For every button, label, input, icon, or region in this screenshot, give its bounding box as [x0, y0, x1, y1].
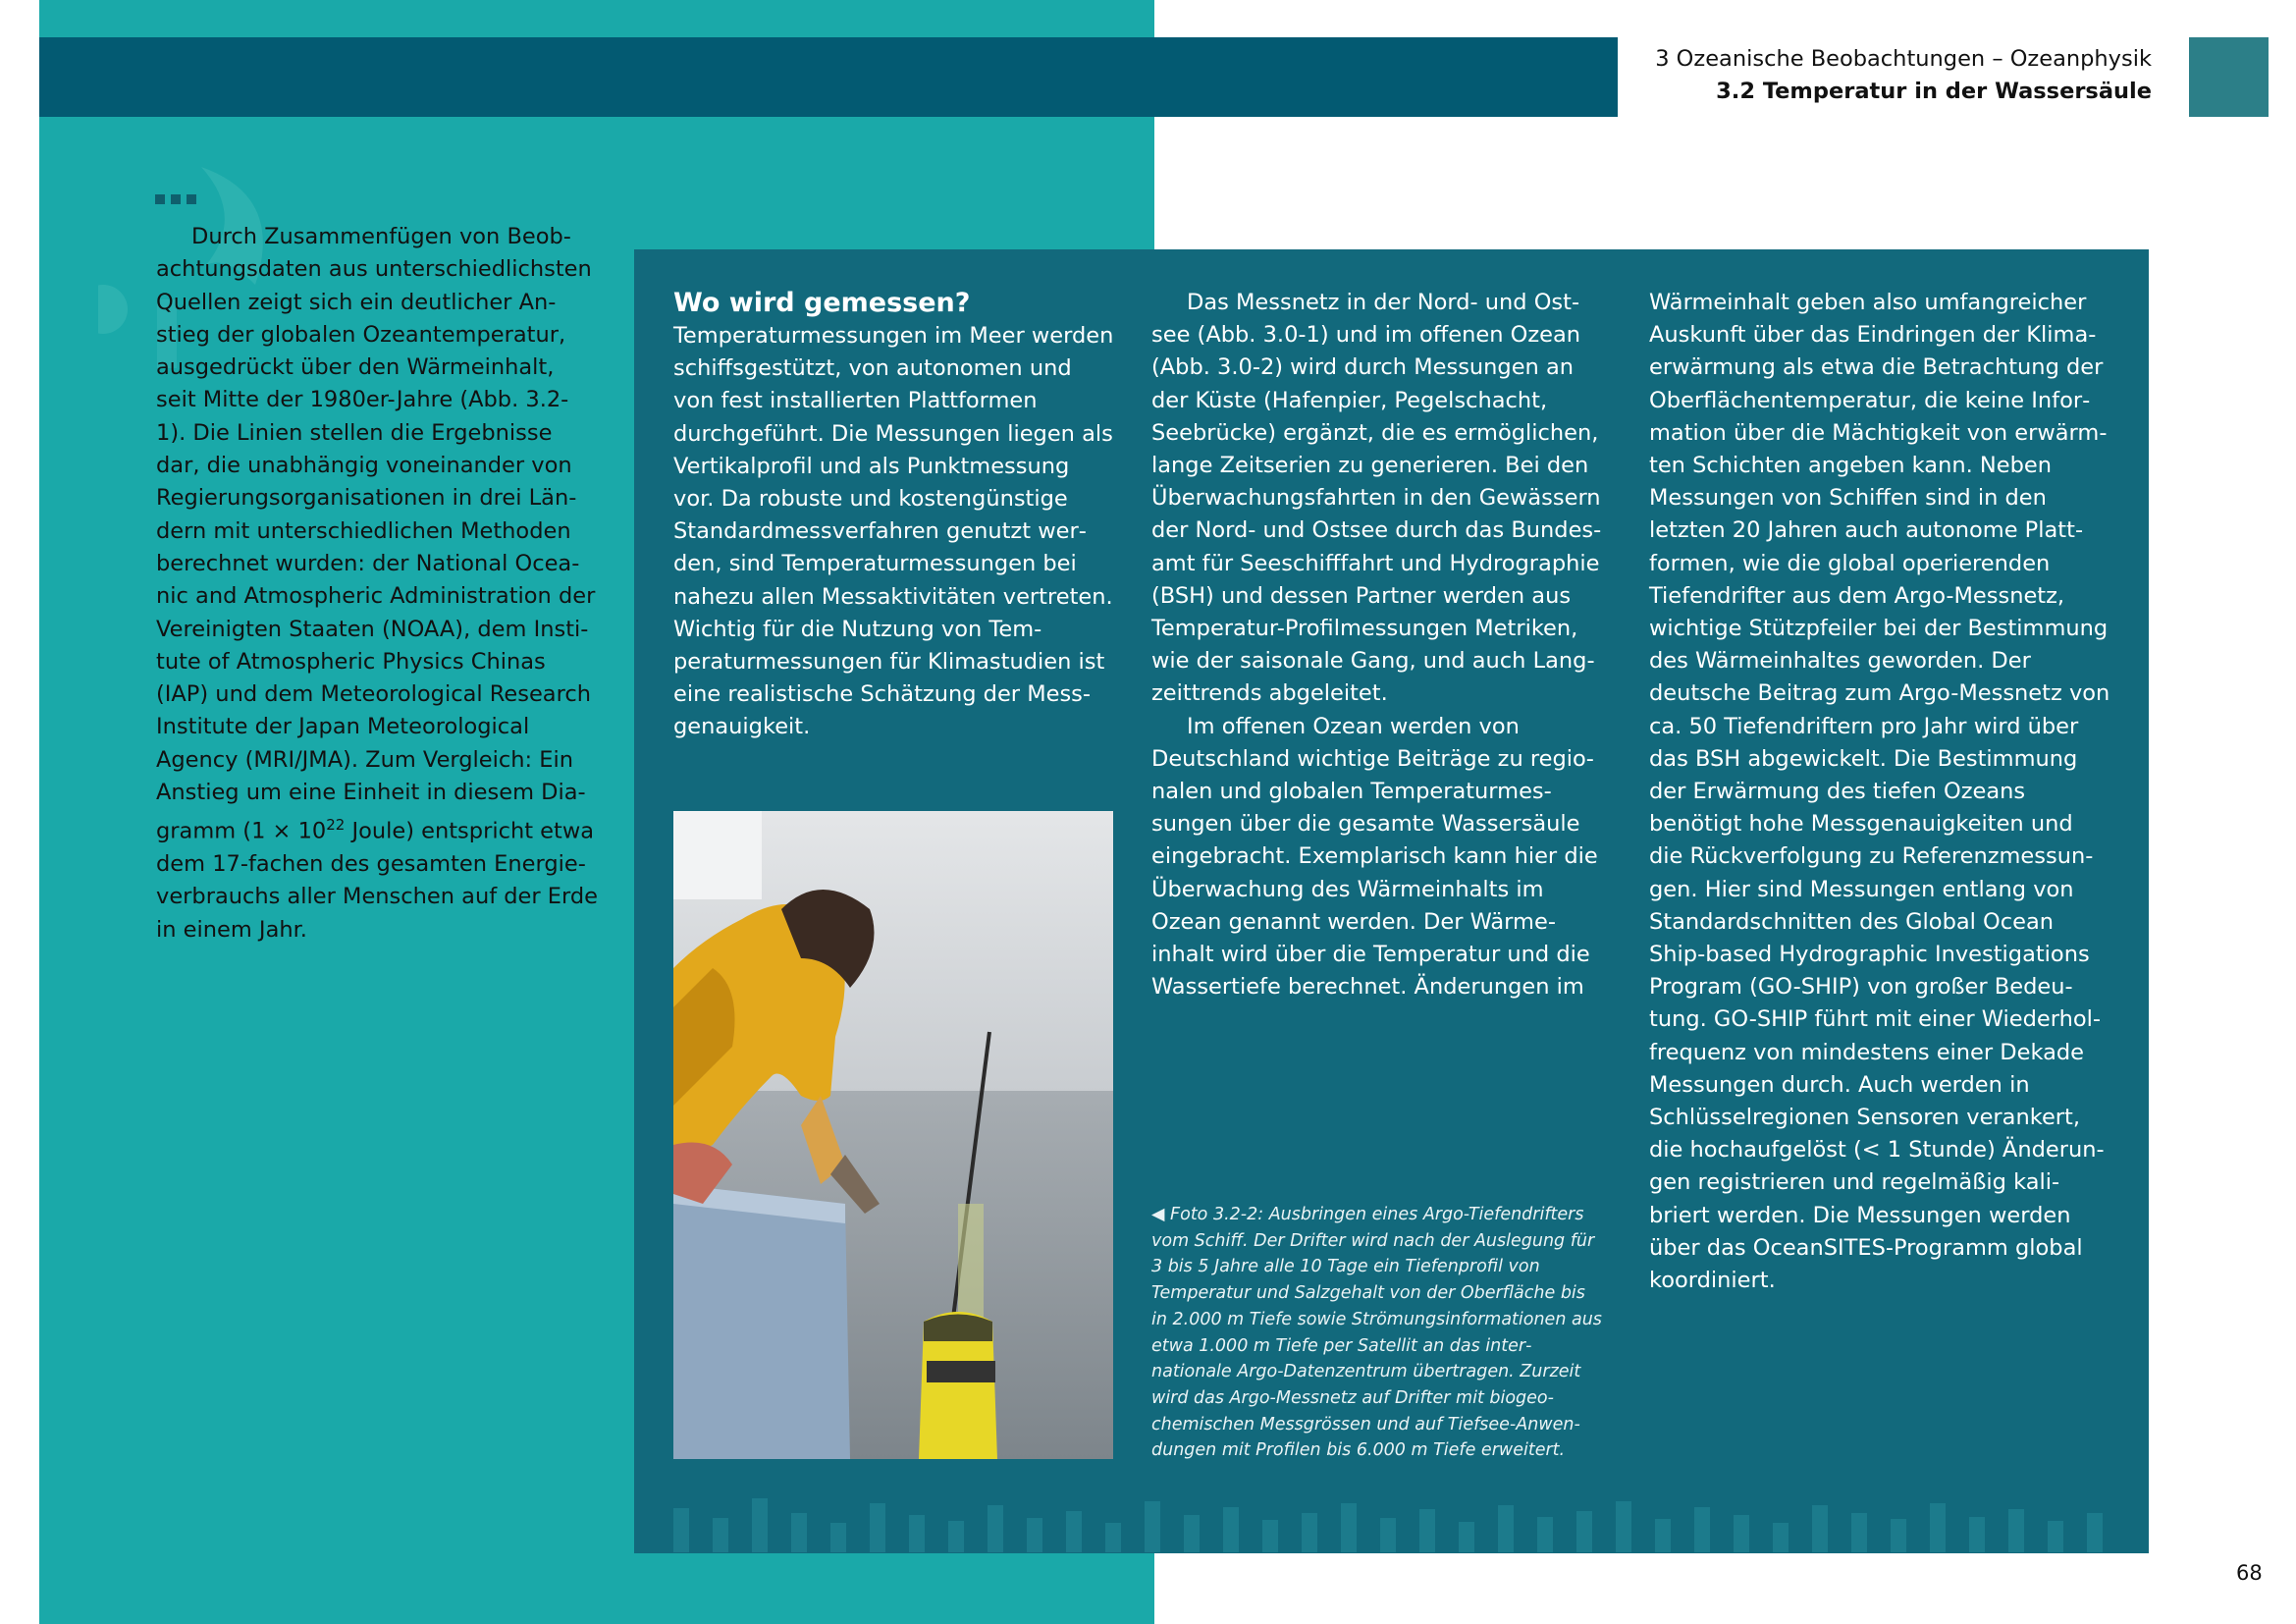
formula-unit: Joule) [345, 818, 414, 844]
intro-paragraph-end: entspricht etwa dem 17-fachen des gesamten Energieverbrauchs aller Menschen auf der Erde in einem Jahr. [156, 818, 598, 943]
info-panel [634, 249, 2149, 1553]
panel-col2-paragraph-1: Das Messnetz in der Nord- und Ostsee (Abb. 3.0-1) und im offenen Ozean (Abb. 3.0-2) wird durch Messungen an der Küste (Hafenpier, Pegelschacht, Seebrücke) ergänzt, die es ermöglichen, lange Zeitserien zu generieren. Bei den Überwachungsfahrten in den Gewässern der Nord- und Ostsee durch das Bundesamt für Seeschifffahrt und Hydrographie (BSH) und dessen Partner werden aus Temperatur-Profilmessungen Metriken, wie der saisonale Gang, und auch Langzeittrends abgeleitet. [1151, 290, 1602, 707]
formula-exponent: 22 [326, 816, 346, 835]
header-band [39, 37, 1618, 117]
corner-square [2189, 37, 2269, 117]
panel-col2-paragraph-2: Im offenen Ozean werden von Deutschland wichtige Beiträge zu regionalen und globalen Temperaturmessungen über die gesamte Wassersäule eingebracht. Exemplarisch kann hier die Überwachung des Wärmeinhalts im Ozean genannt werden. Der Wärmeinhalt wird über die Temperatur und die Wassertiefe berechnet. Änderungen im [1151, 713, 1598, 1001]
panel-col1-text: Temperaturmessungen im Meer werden schiffsgestützt, von autonomen und von fest installierten Plattformen durchgeführt. Die Messungen liegen als Vertikalprofil und als Punktmessung vor. Da robuste und kostengünstige Standardmessverfahren genutzt werden, sind Temperaturmessungen bei nahezu allen Messaktivitäten vertreten. Wichtig für die Nutzung von Temperaturmessungen für Klimastudien ist eine realistische Schätzung der Messgenauigkeit. [673, 323, 1114, 740]
section-title: 3.2 Temperatur in der Wassersäule [1716, 79, 2152, 104]
panel-col3-text: Wärmeinhalt geben also umfangreicher Auskunft über das Eindringen der Klimaerwärmung als etwa die Betrachtung der Oberflächentemperatur, die keine Information über die Mächtigkeit von erwärmten Schichten angeben kann. Neben Messungen von Schiffen sind in den letzten 20 Jahren auch autonome Plattformen, wie die global operierenden Tiefendrifter aus dem Argo-Messnetz, wichtige Stützpfeiler bei der Bestimmung des Wärmeinhaltes geworden. Der deutsche Beitrag zum Argo-Messnetz von ca. 50 Tiefendriftern pro Jahr wird über das BSH abgewickelt. Die Bestimmung der Erwärmung des tiefen Ozeans benötigt hohe Messgenauigkeiten und die Rückverfolgung zu Referenzmessungen. Hier sind Messungen entlang von Standardschnitten des Global Ocean Ship-based Hydrographic Investigations Program (GO-SHIP) von großer Bedeutung. GO-SHIP führt mit einer Wiederholfrequenz von mindestens einer Dekade Messungen durch. Auch werden in Schlüsselregionen Sensoren verankert, die hochaufgelöst (< 1 Stunde) Änderungen registrieren und regelmäßig kalibriert werden. Die Messungen werden über das OceanSITES-Programm global koordiniert. [1649, 290, 2110, 1294]
caption-text: Foto 3.2-2: Ausbringen eines Argo-Tiefendrifters vom Schiff. Der Drifter wird nach der Auslegung für 3 bis 5 Jahre alle 10 Tage ein Tiefenprofil von Temperatur und Salzgehalt von der Oberfläche bis in 2.000 m Tiefe sowie Strömungsinformationen aus etwa 1.000 m Tiefe per Satellit an das internationale Argo-Datenzentrum übertragen. Zurzeit wird das Argo-Messnetz auf Drifter mit biogeochemischen Messgrössen und auf Tiefsee-Anwendungen mit Profilen bis 6.000 m Tiefe erweitert. [1151, 1205, 1602, 1461]
panel-heading: Wo wird gemessen? [673, 288, 971, 318]
intro-text [156, 221, 598, 947]
page-header [1655, 43, 2152, 108]
panel-column-1 [673, 287, 1115, 744]
photo-caption [1151, 1202, 1605, 1464]
chapter-title: 3 Ozeanische Beobachtungen – Ozeanphysik [1655, 46, 2152, 72]
caption-arrow-icon: ◀ [1151, 1205, 1165, 1224]
page-number: 68 [2236, 1561, 2263, 1585]
formula-base: 1 × 10 [251, 818, 327, 844]
decorative-bars [664, 1493, 2136, 1552]
panel-column-3 [1649, 287, 2110, 1297]
intro-paragraph: Durch Zusammenfügen von Beobachtungsdaten aus unterschiedlichsten Quellen zeigt sich ein deutlicher Anstieg der globalen Ozeantemperatur, ausgedrückt über den Wärmeinhalt, seit Mitte der 1980er-Jahre (Abb. 3.2-1). Die Linien stellen die Ergebnisse dar, die unabhängig voneinander von Regierungsorganisationen in drei Ländern mit unterschiedlichen Methoden berechnet wurden: der National Oceanic and Atmospheric Administration der Vereinigten Staaten (NOAA), dem Institute of Atmospheric Physics Chinas (IAP) und dem Meteorological Research Institute der Japan Meteorological Agency (MRI/JMA). Zum Vergleich: Ein Anstieg um eine Einheit in diesem Diagramm ( [156, 224, 596, 844]
panel-column-2 [1151, 287, 1605, 1003]
argo-drifter-photo [673, 811, 1113, 1459]
